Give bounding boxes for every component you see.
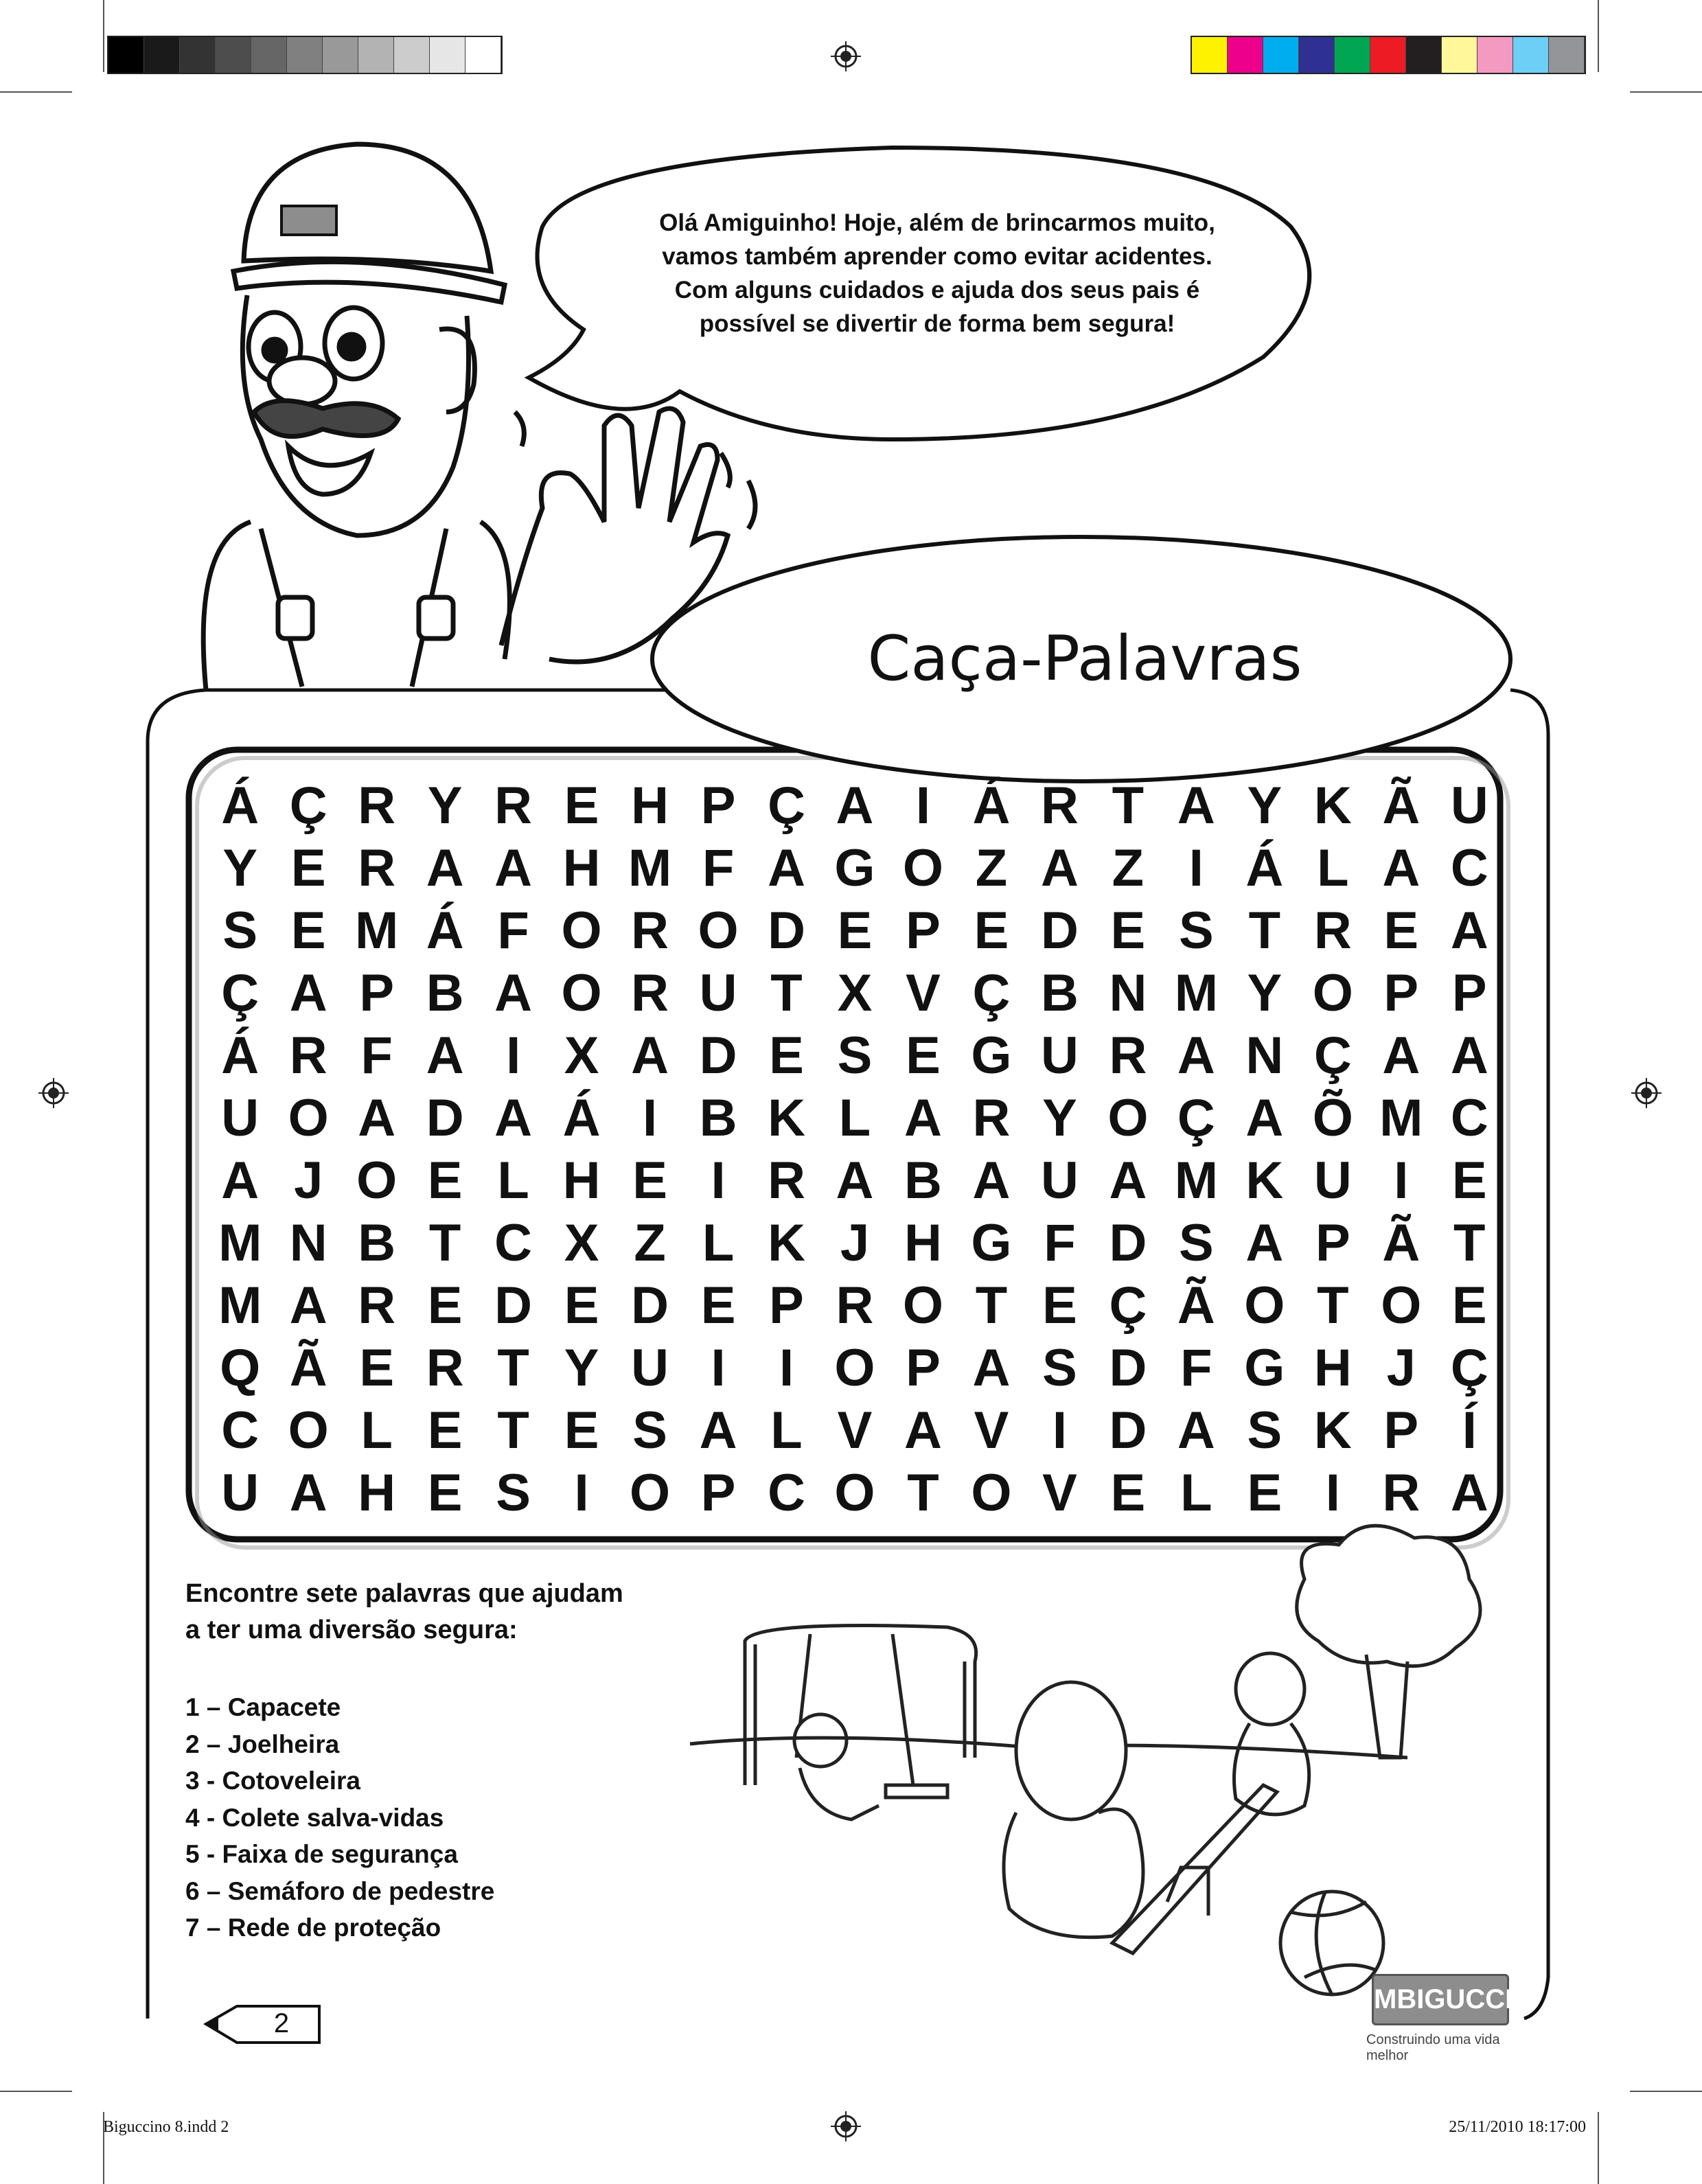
grid-letter[interactable]: K <box>1313 1401 1352 1460</box>
grid-letter[interactable]: Á <box>972 777 1011 835</box>
grid-letter[interactable]: H <box>562 1151 601 1210</box>
grid-letter[interactable]: L <box>770 1401 803 1460</box>
grid-letter[interactable]: S <box>632 1401 667 1460</box>
brand-logo: MBIGUCCI <box>1372 1974 1509 2025</box>
grid-letter[interactable]: K <box>768 1089 805 1147</box>
grid-letter[interactable]: A <box>699 1401 737 1460</box>
grid-letter[interactable]: E <box>290 901 326 960</box>
word-list <box>185 1689 735 1946</box>
grid-letter[interactable]: L <box>702 1214 735 1272</box>
grid-letter[interactable]: Z <box>975 839 1008 897</box>
grid-letter[interactable]: E <box>290 839 326 897</box>
grid-letter[interactable]: U <box>1040 1026 1079 1085</box>
grid-letter[interactable]: I <box>1394 1151 1409 1210</box>
grid-letter[interactable]: O <box>698 901 739 960</box>
grid-letter[interactable]: O <box>561 901 602 960</box>
grid-letter[interactable]: D <box>1109 1339 1147 1397</box>
grid-letter[interactable]: R <box>1040 777 1079 835</box>
word-list-item: 4 - Colete salva-vidas <box>185 1803 444 1832</box>
word-list-item: 1 – Capacete <box>185 1693 341 1721</box>
grid-letter[interactable]: I <box>915 777 931 835</box>
grid-letter[interactable]: J <box>294 1151 323 1210</box>
grid-letter[interactable]: O <box>902 839 944 897</box>
grid-letter[interactable]: A <box>972 1339 1011 1397</box>
grid-letter[interactable]: P <box>906 901 941 960</box>
grid-letter[interactable]: H <box>358 1464 396 1522</box>
grid-letter[interactable]: T <box>497 1339 529 1397</box>
grid-letter[interactable]: T <box>975 1276 1008 1335</box>
grid-letter[interactable]: S <box>1042 1339 1077 1397</box>
grid-letter[interactable]: F <box>360 1026 393 1085</box>
instructions <box>185 1576 735 1648</box>
grid-letter[interactable]: V <box>1042 1464 1077 1522</box>
grid-letter[interactable]: R <box>972 1089 1011 1147</box>
word-list-item: 5 - Faixa de segurança <box>185 1840 458 1868</box>
grid-letter[interactable]: E <box>427 1464 463 1522</box>
word-list-item: 6 – Semáforo de pedestre <box>185 1876 495 1905</box>
grid-letter[interactable]: P <box>359 964 395 1022</box>
grid-letter[interactable]: B <box>426 964 464 1022</box>
grid-letter[interactable]: A <box>1109 1151 1147 1210</box>
grid-letter[interactable]: M <box>1174 1151 1219 1210</box>
grid-letter[interactable]: A <box>836 1151 874 1210</box>
grid-letter[interactable]: S <box>837 1026 873 1085</box>
grid-letter[interactable]: N <box>289 1214 327 1272</box>
grid-letter[interactable]: B <box>1040 964 1079 1022</box>
grid-letter[interactable]: H <box>562 839 601 897</box>
grid-letter[interactable]: L <box>838 1089 871 1147</box>
grid-letter[interactable]: E <box>769 1026 804 1085</box>
grid-letter[interactable]: L <box>1180 1464 1212 1522</box>
word-list-item: 2 – Joelheira <box>185 1729 340 1758</box>
grid-letter[interactable]: M <box>628 839 672 897</box>
grid-letter[interactable]: A <box>1450 1026 1488 1085</box>
grid-letter[interactable]: G <box>971 1214 1012 1272</box>
grid-letter[interactable]: Á <box>1245 839 1284 897</box>
grid-letter[interactable]: O <box>834 1339 875 1397</box>
grid-letter[interactable]: A <box>426 1026 464 1085</box>
page-number: 2 <box>273 2008 290 2038</box>
grid-letter[interactable]: E <box>564 1401 599 1460</box>
grid-letter[interactable]: U <box>699 964 737 1022</box>
grid-letter[interactable]: A <box>289 1464 327 1522</box>
grid-letter[interactable]: O <box>288 1089 329 1147</box>
grid-letter[interactable]: E <box>427 1151 463 1210</box>
grid-letter[interactable]: A <box>494 1089 533 1147</box>
grid-letter[interactable]: E <box>1110 1464 1146 1522</box>
speech-line: Olá Amiguinho! Hoje, além de brincarmos muito, <box>659 209 1215 236</box>
grid-letter[interactable]: P <box>906 1339 941 1397</box>
grid-letter[interactable]: E <box>906 1026 941 1085</box>
grid-letter[interactable]: R <box>836 1276 874 1335</box>
grid-letter[interactable]: A <box>1450 1464 1488 1522</box>
grid-letter[interactable]: A <box>426 839 464 897</box>
grid-letter[interactable]: B <box>904 1151 942 1210</box>
grid-letter[interactable]: Ç <box>1450 1339 1488 1397</box>
grid-letter[interactable]: R <box>289 1026 327 1085</box>
grid-letter[interactable]: S <box>496 1464 531 1522</box>
grid-letter[interactable]: B <box>358 1214 396 1272</box>
grid-letter[interactable]: O <box>1312 964 1353 1022</box>
grid-letter[interactable]: E <box>1451 1151 1487 1210</box>
grid-letter[interactable]: I <box>643 1089 658 1147</box>
grid-letter[interactable]: C <box>494 1214 533 1272</box>
footer-timestamp: 25/11/2010 18:17:00 <box>1449 2118 1586 2136</box>
grid-letter[interactable]: N <box>1109 964 1147 1022</box>
grid-letter[interactable]: M <box>1379 1089 1423 1147</box>
grid-letter[interactable]: G <box>1244 1339 1285 1397</box>
grid-letter[interactable]: F <box>1044 1214 1076 1272</box>
grid-letter[interactable]: E <box>427 1401 463 1460</box>
grid-letter[interactable]: P <box>700 777 736 835</box>
grid-letter[interactable]: K <box>768 1214 805 1272</box>
grid-letter[interactable]: L <box>497 1151 529 1210</box>
grid-letter[interactable]: E <box>1451 1276 1487 1335</box>
grid-letter[interactable]: T <box>428 1214 461 1272</box>
grid-letter[interactable]: P <box>769 1276 804 1335</box>
grid-letter[interactable]: I <box>779 1339 794 1397</box>
grid-letter[interactable]: U <box>1450 777 1488 835</box>
speech-line: Com alguns cuidados e ajuda dos seus pais é <box>674 277 1200 303</box>
grid-letter[interactable]: D <box>768 901 805 960</box>
grid-letter[interactable]: B <box>699 1089 737 1147</box>
grid-letter[interactable]: R <box>1109 1026 1147 1085</box>
grid-letter[interactable]: R <box>494 777 533 835</box>
grid-letter[interactable]: Q <box>220 1339 261 1397</box>
page-title: Caça-Palavras <box>867 623 1302 695</box>
grid-letter[interactable]: Ç <box>768 777 805 835</box>
grid-letter[interactable]: I <box>711 1151 726 1210</box>
grid-letter[interactable]: Y <box>1042 1089 1077 1147</box>
grid-letter[interactable]: E <box>700 1276 736 1335</box>
grid-letter[interactable]: Ç <box>972 964 1011 1022</box>
speech-bubble-text <box>542 206 1332 341</box>
grid-letter[interactable]: I <box>1188 839 1204 897</box>
grid-letter[interactable]: E <box>1247 1464 1283 1522</box>
grid-letter[interactable]: S <box>1247 1401 1283 1460</box>
grid-letter[interactable]: Z <box>634 1214 666 1272</box>
grid-letter[interactable]: A <box>768 839 805 897</box>
grid-letter[interactable]: C <box>1450 1089 1488 1147</box>
grid-letter[interactable]: Í <box>1462 1401 1477 1460</box>
grid-letter[interactable]: Y <box>1247 964 1283 1022</box>
grid-letter[interactable]: Y <box>564 1339 599 1397</box>
grid-letter[interactable]: X <box>564 1026 599 1085</box>
grid-letter[interactable]: M <box>218 1276 262 1335</box>
grid-letter[interactable]: G <box>971 1026 1012 1085</box>
grid-letter[interactable]: T <box>907 1464 939 1522</box>
grid-letter[interactable]: Ç <box>1109 1276 1147 1335</box>
grid-letter[interactable]: O <box>902 1276 944 1335</box>
grid-letter[interactable]: Y <box>427 777 463 835</box>
grid-letter[interactable]: A <box>1450 901 1488 960</box>
grid-letter[interactable]: A <box>1177 777 1215 835</box>
grid-letter[interactable]: D <box>1040 901 1079 960</box>
grid-letter[interactable]: N <box>1245 1026 1284 1085</box>
grid-letter[interactable]: Ã <box>1382 1214 1421 1272</box>
grid-letter[interactable]: A <box>494 839 533 897</box>
grid-letter[interactable]: Ç <box>1313 1026 1352 1085</box>
grid-letter[interactable]: O <box>630 1464 671 1522</box>
grid-letter[interactable]: A <box>904 1089 942 1147</box>
grid-letter[interactable]: A <box>494 964 533 1022</box>
grid-letter[interactable]: A <box>1382 839 1421 897</box>
grid-letter[interactable]: R <box>768 1151 805 1210</box>
grid-letter[interactable]: A <box>836 777 874 835</box>
grid-letter[interactable]: U <box>1040 1151 1079 1210</box>
grid-letter[interactable]: Á <box>562 1089 601 1147</box>
brand-tagline: Construindo uma vida melhor <box>1366 2032 1500 2063</box>
grid-letter[interactable]: H <box>631 777 669 835</box>
grid-letter[interactable]: Ã <box>1177 1276 1215 1335</box>
grid-letter[interactable]: L <box>360 1401 393 1460</box>
grid-letter[interactable]: P <box>700 1464 736 1522</box>
grid-letter[interactable]: C <box>221 1401 260 1460</box>
grid-letter[interactable]: C <box>768 1464 805 1522</box>
grid-letter[interactable]: U <box>221 1464 260 1522</box>
grid-letter[interactable]: U <box>631 1339 669 1397</box>
grid-letter[interactable]: Õ <box>1312 1089 1353 1147</box>
grid-letter[interactable]: J <box>1386 1339 1416 1397</box>
grid-letter[interactable]: P <box>1451 964 1487 1022</box>
grid-letter[interactable]: S <box>1179 901 1214 960</box>
grid-letter[interactable]: R <box>358 777 396 835</box>
grid-letter[interactable]: R <box>631 901 669 960</box>
grid-letter[interactable]: E <box>359 1339 395 1397</box>
grid-letter[interactable]: O <box>288 1401 329 1460</box>
grid-letter[interactable]: R <box>1313 901 1352 960</box>
grid-letter[interactable]: R <box>631 964 669 1022</box>
grid-letter[interactable]: A <box>1382 1026 1421 1085</box>
grid-letter[interactable]: A <box>1040 839 1079 897</box>
grid-letter[interactable]: S <box>1179 1214 1214 1272</box>
grid-letter[interactable]: A <box>631 1026 669 1085</box>
grid-letter[interactable]: A <box>221 1151 260 1210</box>
grid-letter[interactable]: Á <box>221 1026 260 1085</box>
grid-letter[interactable]: E <box>837 901 873 960</box>
grid-letter[interactable]: T <box>1112 777 1145 835</box>
grid-letter[interactable]: R <box>1382 1464 1421 1522</box>
grid-letter[interactable]: U <box>1313 1151 1352 1210</box>
grid-letter[interactable]: J <box>840 1214 870 1272</box>
grid-letter[interactable]: L <box>1317 839 1349 897</box>
grid-letter[interactable]: E <box>564 777 599 835</box>
grid-letter[interactable]: A <box>1177 1026 1215 1085</box>
grid-letter[interactable]: C <box>1450 839 1488 897</box>
speech-line: possível se divertir de forma bem segura! <box>699 310 1175 337</box>
grid-letter[interactable]: H <box>1313 1339 1352 1397</box>
grid-letter[interactable]: O <box>834 1464 875 1522</box>
grid-letter[interactable]: A <box>1177 1401 1215 1460</box>
grid-letter[interactable]: V <box>974 1401 1009 1460</box>
grid-letter[interactable]: M <box>1174 964 1219 1022</box>
grid-letter[interactable]: Á <box>221 777 260 835</box>
grid-letter[interactable]: I <box>1325 1464 1340 1522</box>
grid-letter[interactable]: Y <box>222 839 258 897</box>
grid-letter[interactable]: A <box>1245 1089 1284 1147</box>
grid-letter[interactable]: D <box>1109 1401 1147 1460</box>
grid-letter[interactable]: M <box>355 901 399 960</box>
grid-letter[interactable]: Á <box>426 901 464 960</box>
footer-filename: Biguccino 8.indd 2 <box>103 2118 229 2136</box>
instructions-line: Encontre sete palavras que ajudam <box>185 1579 623 1608</box>
grid-letter[interactable]: O <box>1381 1276 1422 1335</box>
grid-letter[interactable]: O <box>1107 1089 1149 1147</box>
grid-letter[interactable]: R <box>358 839 396 897</box>
grid-letter[interactable]: G <box>834 839 875 897</box>
grid-letter[interactable]: K <box>1245 1151 1284 1210</box>
grid-letter[interactable]: I <box>574 1464 589 1522</box>
grid-letter[interactable]: F <box>497 901 529 960</box>
grid-letter[interactable]: O <box>356 1151 398 1210</box>
grid-letter[interactable]: T <box>1317 1276 1349 1335</box>
word-list-item: 7 – Rede de proteção <box>185 1913 441 1942</box>
grid-letter[interactable]: E <box>427 1276 463 1335</box>
speech-line: vamos também aprender como evitar acidentes. <box>662 243 1212 270</box>
grid-letter[interactable]: M <box>218 1214 262 1272</box>
grid-letter[interactable]: R <box>358 1276 396 1335</box>
grid-letter[interactable]: I <box>1052 1401 1067 1460</box>
grid-letter[interactable]: E <box>974 901 1009 960</box>
grid-letter[interactable]: Ã <box>289 1339 327 1397</box>
grid-letter[interactable]: A <box>972 1151 1011 1210</box>
grid-letter[interactable]: P <box>1383 1401 1419 1460</box>
grid-letter[interactable]: A <box>1245 1214 1284 1272</box>
grid-letter[interactable]: U <box>221 1089 260 1147</box>
grid-letter[interactable]: F <box>702 839 735 897</box>
grid-letter[interactable]: O <box>971 1464 1012 1522</box>
grid-letter[interactable]: O <box>561 964 602 1022</box>
word-list-item: 3 - Cotoveleira <box>185 1767 360 1795</box>
grid-letter[interactable]: Z <box>1112 839 1145 897</box>
grid-letter[interactable]: T <box>1453 1214 1486 1272</box>
grid-letter[interactable]: E <box>564 1276 599 1335</box>
grid-letter[interactable]: Y <box>1247 777 1283 835</box>
grid-letter[interactable]: T <box>770 964 803 1022</box>
grid-letter[interactable]: Ç <box>221 964 260 1022</box>
grid-letter[interactable]: R <box>426 1339 464 1397</box>
grid-letter[interactable]: K <box>1313 777 1352 835</box>
grid-letter[interactable]: P <box>1315 1214 1350 1272</box>
grid-letter[interactable]: D <box>1109 1214 1147 1272</box>
grid-letter[interactable]: S <box>222 901 258 960</box>
instructions-line: a ter uma diversão segura: <box>185 1616 518 1644</box>
word-search-grid <box>206 774 1504 1524</box>
grid-letter[interactable]: I <box>711 1339 726 1397</box>
grid-letter[interactable]: D <box>426 1089 464 1147</box>
grid-letter[interactable]: Ç <box>1177 1089 1215 1147</box>
grid-letter[interactable]: A <box>904 1401 942 1460</box>
grid-letter[interactable]: D <box>494 1276 533 1335</box>
grid-letter[interactable]: E <box>1110 901 1146 960</box>
grid-letter[interactable]: D <box>699 1026 737 1085</box>
grid-letter[interactable]: I <box>506 1026 521 1085</box>
playground-illustration <box>690 1526 1480 1995</box>
grid-letter[interactable]: E <box>1383 901 1419 960</box>
grid-letter[interactable]: T <box>497 1401 529 1460</box>
grid-letter[interactable]: A <box>358 1089 396 1147</box>
grid-letter[interactable]: H <box>904 1214 942 1272</box>
grid-letter[interactable]: E <box>1042 1276 1077 1335</box>
grid-letter[interactable]: P <box>1383 964 1419 1022</box>
grid-letter[interactable]: V <box>837 1401 873 1460</box>
grid-letter[interactable]: X <box>564 1214 599 1272</box>
grid-letter[interactable]: O <box>1244 1276 1285 1335</box>
grid-letter[interactable]: D <box>631 1276 669 1335</box>
grid-letter[interactable]: X <box>837 964 873 1022</box>
grid-letter[interactable]: T <box>1248 901 1281 960</box>
grid-letter[interactable]: V <box>906 964 941 1022</box>
grid-letter[interactable]: F <box>1180 1339 1212 1397</box>
grid-letter[interactable]: Ç <box>289 777 327 835</box>
grid-letter[interactable]: A <box>289 1276 327 1335</box>
grid-letter[interactable]: E <box>632 1151 667 1210</box>
grid-letter[interactable]: A <box>289 964 327 1022</box>
grid-letter[interactable]: Ã <box>1382 777 1421 835</box>
